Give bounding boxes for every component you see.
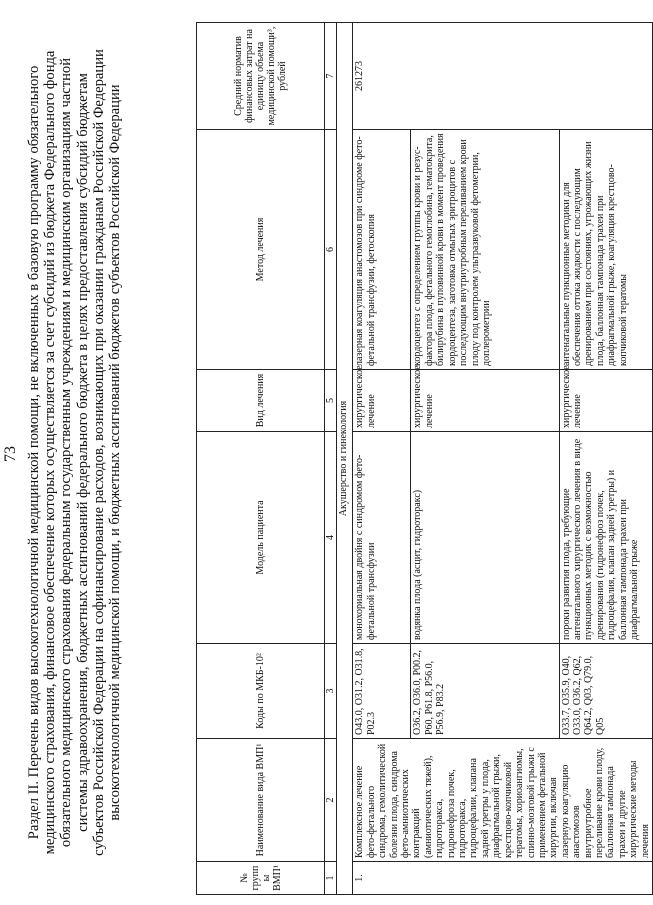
section-heading <box>26 30 123 875</box>
heading-line: высокотехнологичной медицинской помощи, и бюджетных ассигнований бюджетов субъектов Российской Федерации <box>107 84 124 821</box>
vmp-name: Комплексное лечение фето-фетального синдрома, гемолитической болезни плода, синдрома фето-амниотических контракций (амниотических тяжей), гидроторакса, гидронефроза почек, гидроторакса, гидроцефалии, клапана задней уретры у плода, диафрагмальной грыжи, крестцово-копчиковой тератомы, хориоангиомы, спинно-мозговой грыжи с применением фетальной хирургии, включая лазерную коагуляцию анастомозов внутриутробное переливание крови плоду, баллонная тампонада трахеи и другие хирургические методы лечения <box>353 739 653 862</box>
column-number: 6 <box>325 130 337 370</box>
table-row <box>353 23 411 895</box>
treatment-method: антенатальные пункционные методики для обеспечения оттока жидкости с последующим дренированием при состояниях, угрожающих жизни плода, баллонная тампонада трахеи при диафрагмальной грыже, коагуляция крестцово-копчиковой тератомы <box>559 130 652 370</box>
header-group-number: № групп ы ВМП¹ <box>197 862 325 895</box>
heading-line: системы здравоохранения, бюджетных ассигнований федерального бюджета в целях предоставления субсидий бюджетам <box>74 73 91 832</box>
group-number: 1. <box>353 862 653 895</box>
column-number: 1 <box>325 862 337 895</box>
header-icd-codes: Коды по МКБ-10² <box>197 644 325 739</box>
table-header-row <box>197 23 325 895</box>
page-number: 73 <box>2 446 19 462</box>
vmp-table <box>196 22 653 895</box>
header-treatment-method: Метод лечения <box>197 130 325 370</box>
column-number: 2 <box>325 739 337 862</box>
column-number: 3 <box>325 644 337 739</box>
header-vmp-name: Наименование вида ВМП¹ <box>197 739 325 862</box>
icd-codes: O43.0, O31.2, O31.8, P02.3 <box>353 644 411 739</box>
column-number-row <box>325 23 337 895</box>
heading-line: Раздел II. Перечень видов высокотехнологичной медицинской помощи, не включенных в базовую программу обязательного <box>26 65 42 840</box>
icd-codes: O36.2, O36.0, P00.2, P60, P61.8, P56.0, P56.9, P83.2 <box>411 644 559 739</box>
treatment-method: кордоцентез с определением группы крови и резус-фактора плода, фетального гемоглобина, гематокрита, билирубина в пуповинной крови в момент проведения кордоцентеза, заготовка отмытых эритроцитов с последующим внутриутробным переливанием крови плоду под контролем ультразвуковой фетометрии, доплерометрии <box>411 130 559 370</box>
patient-model: монохориальная двойня с синдромом фето-фетальной трансфузии <box>353 432 411 644</box>
column-number: 5 <box>325 370 337 432</box>
section-title: Акушерство и гинекология <box>337 23 353 895</box>
icd-codes: O33.7, O35.9, O40, O33.0, O36.2, Q62, Q64.2, Q03, Q79.0, Q05 <box>559 644 652 739</box>
header-cost-norm: Средний норматив финансовых затрат на единицу объема медицинской помощи³, рублей <box>197 23 325 130</box>
treatment-method: лазерная коагуляция анастомозов при синдроме фето-фетальной трансфузии, фетоскопия <box>353 130 411 370</box>
heading-line: обязательного медицинского страхования федеральным государственным учреждениям и медицинским организациям частной <box>58 57 75 848</box>
column-number: 7 <box>325 23 337 130</box>
header-patient-model: Модель пациента <box>197 432 325 644</box>
cost-norm: 261273 <box>353 23 653 130</box>
heading-line: медицинского страхования, финансовое обеспечение которых осуществляется за счет субсидий из бюджета Федерального фонда <box>42 50 59 855</box>
treatment-type: хирургическое лечение <box>411 370 559 432</box>
section-row <box>337 23 353 895</box>
heading-line: субъектов Российской Федерации на софинансирование расходов, возникающих при оказании гражданам Российской Федерации <box>90 49 107 856</box>
patient-model: пороки развития плода, требующие антенатального хирургического лечения в виде пункционных методик с возможностью дренирования (гидронефроз почек, гидроцефалия, клапан задней уретры) и баллонная тампонада трахеи при диафрагмальной грыже <box>559 432 652 644</box>
treatment-type: хирургическое лечение <box>559 370 652 432</box>
treatment-type: хирургическое лечение <box>353 370 411 432</box>
header-treatment-type: Вид лечения <box>197 370 325 432</box>
column-number: 4 <box>325 432 337 644</box>
patient-model: водянка плода (асцит, гидроторакс) <box>411 432 559 644</box>
